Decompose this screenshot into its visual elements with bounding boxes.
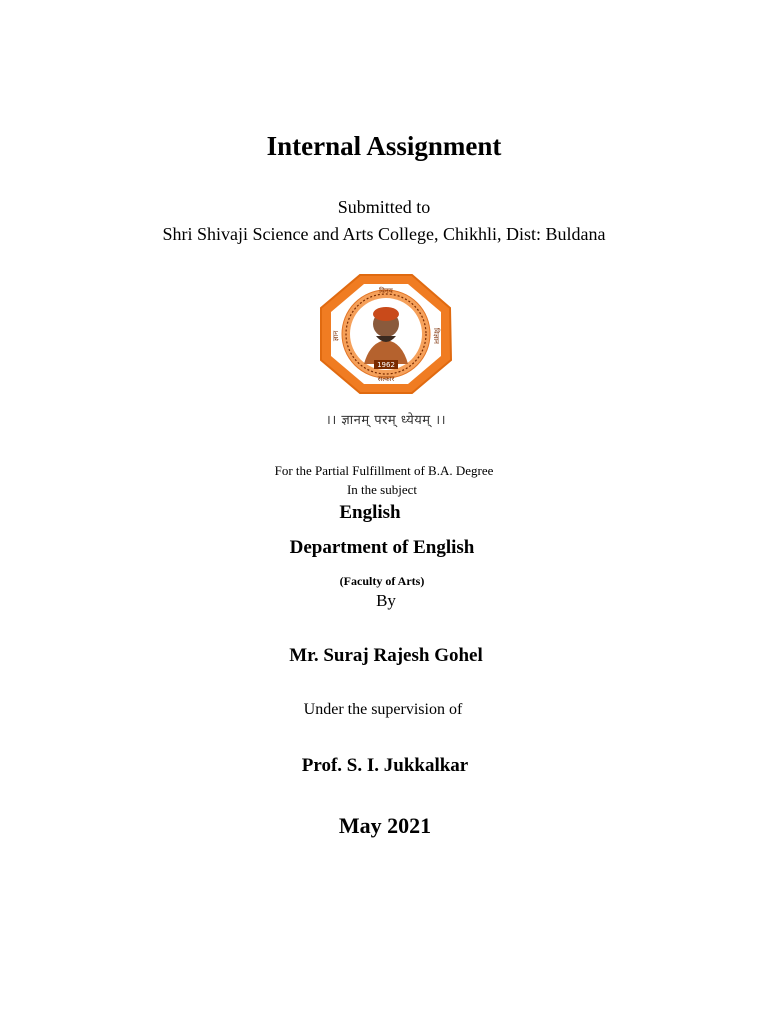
subject-intro: In the subject <box>346 482 418 497</box>
supervision-label: Under the supervision of <box>303 701 463 718</box>
college-seal-icon <box>318 272 454 396</box>
fulfillment-text: For the Partial Fulfillment of B.A. Degree <box>274 463 494 478</box>
department-name: Department of English <box>289 537 475 558</box>
subject-name: English <box>339 502 401 523</box>
by-label: By <box>376 591 396 610</box>
college-seal-logo <box>318 272 454 396</box>
document-title: Internal Assignment <box>266 131 502 161</box>
submission-date: May 2021 <box>338 813 432 838</box>
supervisor-name: Prof. S. I. Jukkalkar <box>301 755 469 776</box>
submitted-to-label: Submitted to <box>337 197 431 217</box>
faculty-name: (Faculty of Arts) <box>339 574 425 588</box>
student-name: Mr. Suraj Rajesh Gohel <box>289 645 483 666</box>
college-name: Shri Shivaji Science and Arts College, Chikhli, Dist: Buldana <box>162 224 606 244</box>
seal-right-text: विज्ञान <box>432 328 440 344</box>
college-motto: ।। ज्ञानम् परम् ध्येयम् ।। <box>325 413 447 428</box>
seal-left-text: ज्ञान <box>332 330 340 342</box>
seal-bottom-text: सत्कार <box>377 375 395 383</box>
seal-year: 1962 <box>377 361 395 369</box>
seal-top-text: विनय <box>379 287 393 295</box>
